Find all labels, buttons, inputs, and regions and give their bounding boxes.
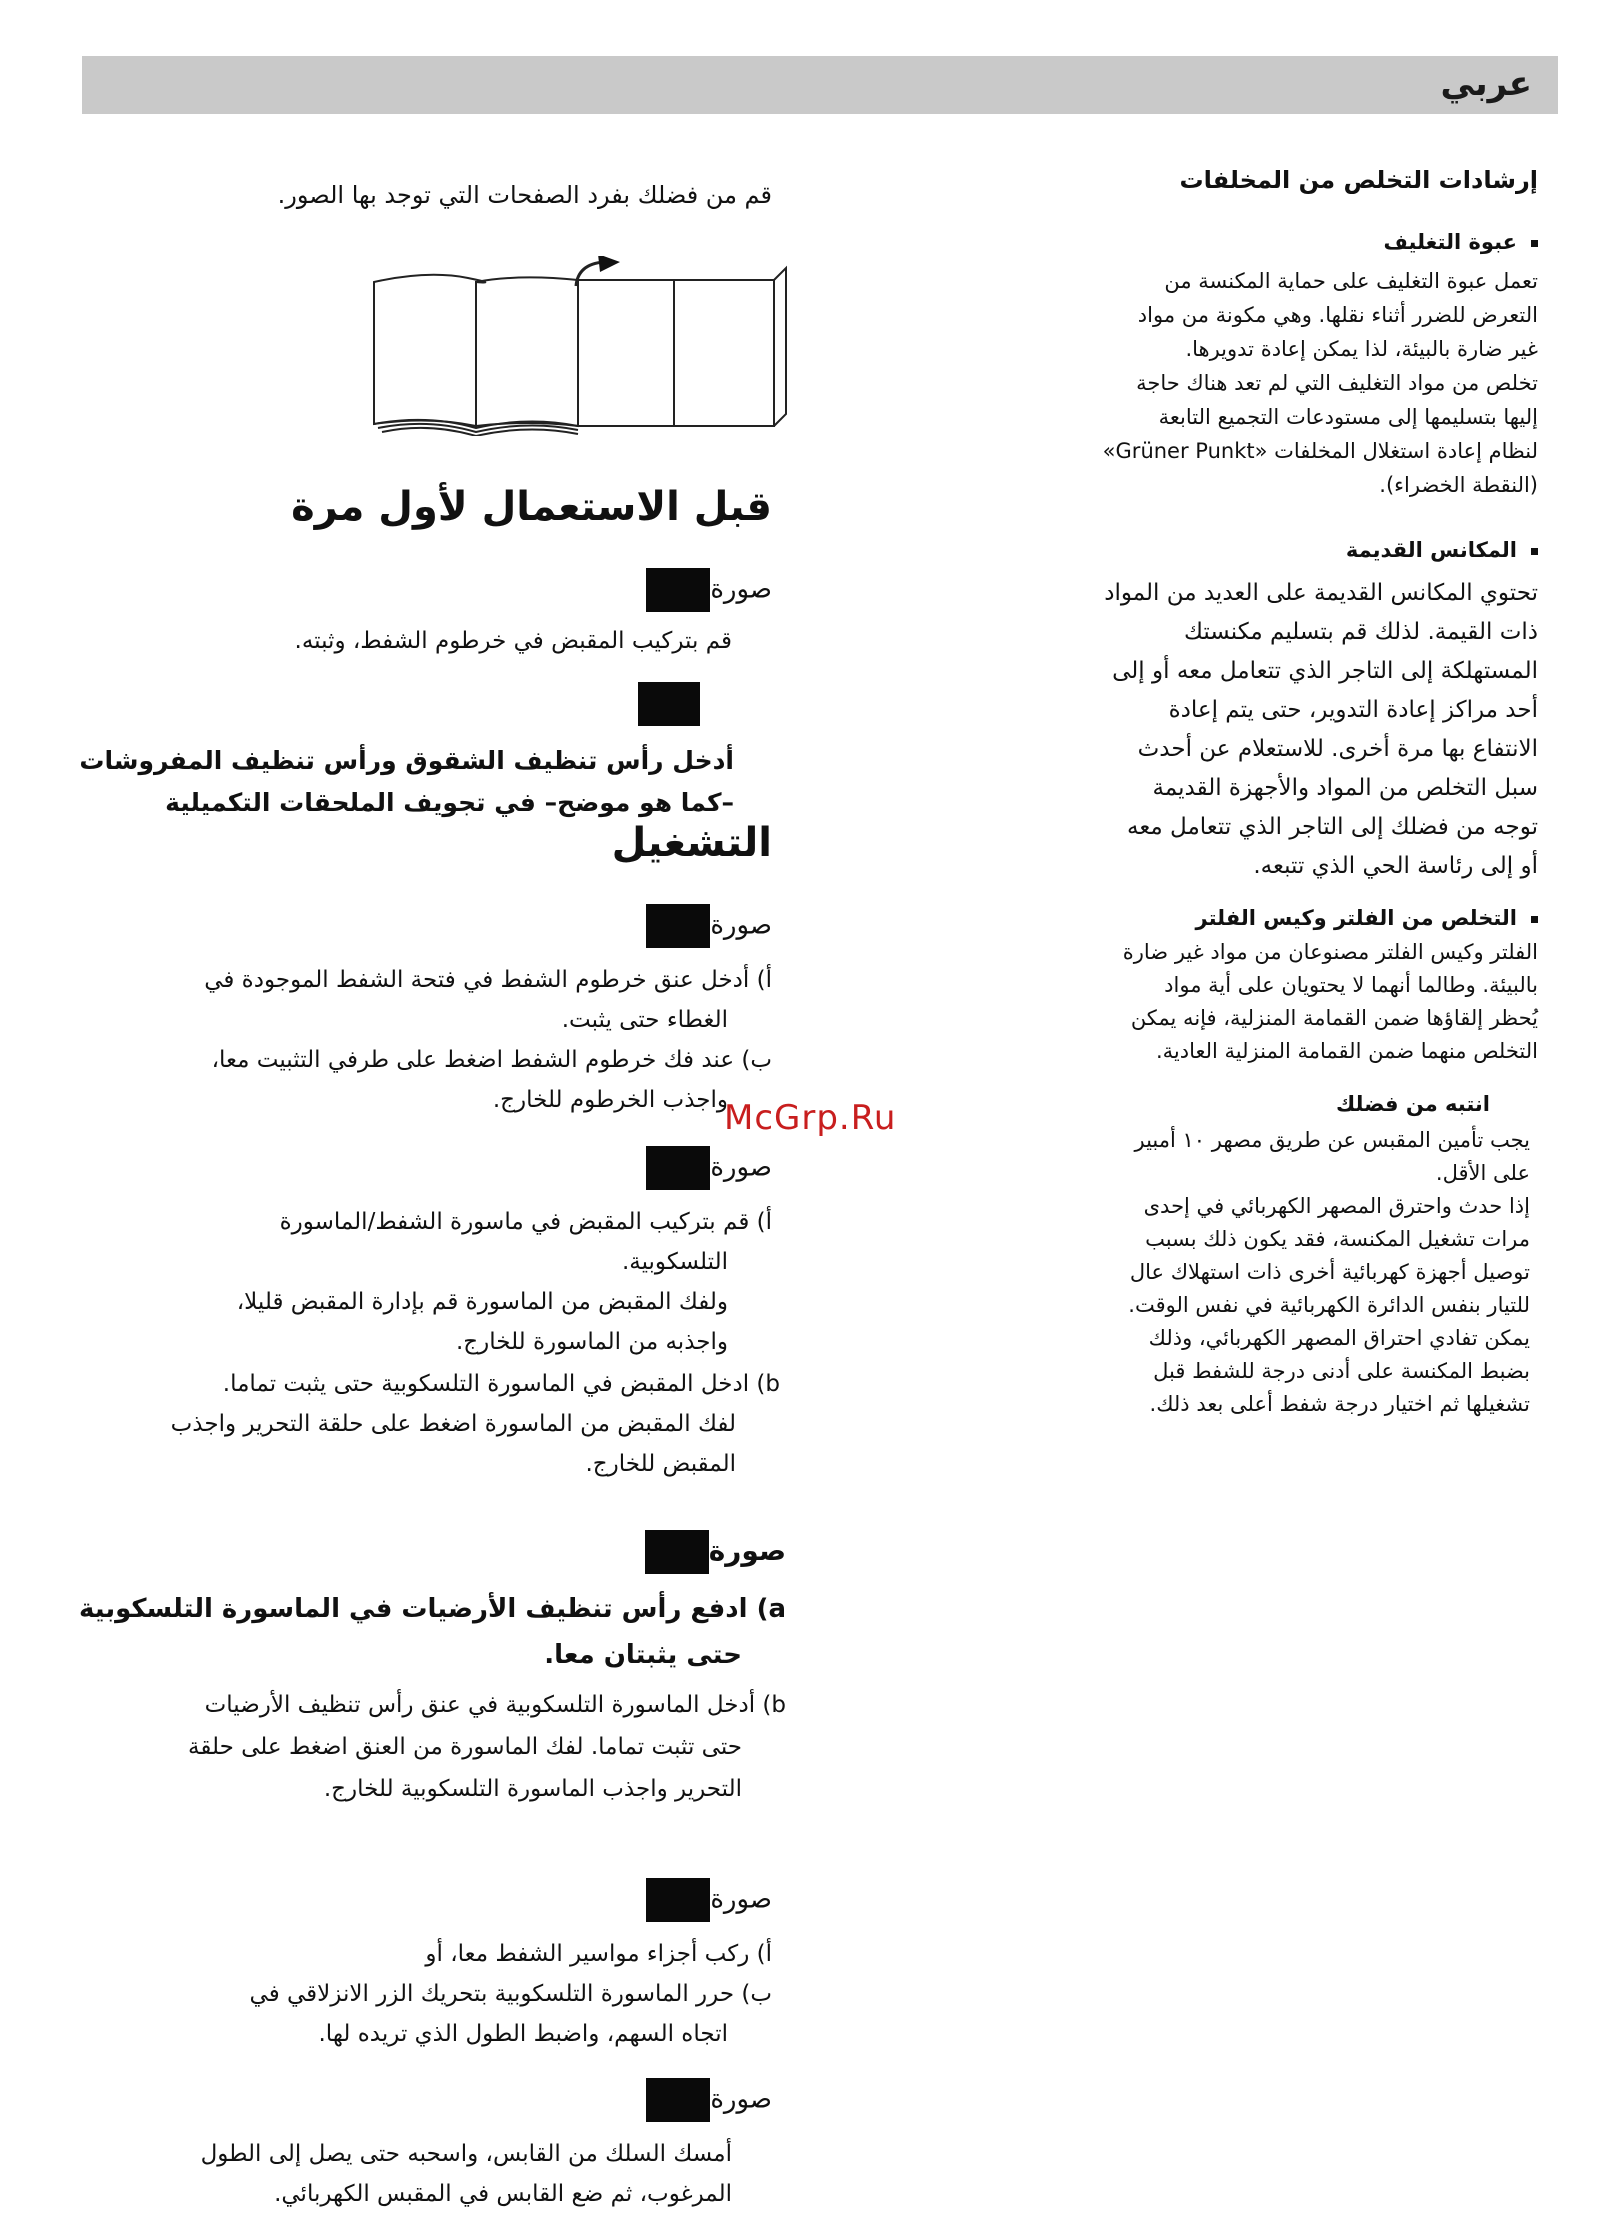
figure-label: صورة [60, 568, 772, 612]
foldout-pages-illustration [368, 256, 788, 436]
arrow-icon [598, 256, 620, 272]
figure-number-box [646, 568, 710, 612]
operation-step-tubes: أ) ركب أجزاء مواسير الشفط معا، أو ب) حرر الماسورة التلسكوبية بتحريك الزر الانزلاقي في اتجاه السهم، واضبط الطول الذي تريده لها. [249, 1941, 772, 2047]
before-first-use-heading: قبل الاستعمال لأول مرة [291, 484, 772, 530]
figure-number-box [646, 2078, 710, 2122]
figure-label: صورة [60, 1530, 786, 1574]
packaging-paragraph: تعمل عبوة التغليف على حماية المكنسة من التعرض للضرر أثناء نقلها. وهي مكونة من مواد غير ضارة بالبيئة، لذا يمكن إعادة تدويرها. تخلص من مواد التغليف التي لم تعد هناك حاجة إليها بتسليمها إلى مستودعات التجميع التابعة لنظام إعادة استغلال المخلفات «Grüner Punkt» (النقطة الخضراء). [1102, 269, 1538, 497]
language-title: عربي [1440, 64, 1532, 104]
figure-label: صورة [60, 904, 772, 948]
filter-disposal-title: التخلص من الفلتر وكيس الفلتر [990, 906, 1538, 930]
operation-step-hose: أ) أدخل عنق خرطوم الشفط في فتحة الشفط الموجودة في الغطاء حتى يثبت. ب) عند فك خرطوم الشفط اضغط على طرفي التثبيت معا، واجذب الخرطوم للخارج. [204, 967, 772, 1113]
caution-title: انتبه من فضلك [1335, 1092, 1490, 1116]
operation-step-floor-nozzle: a) ادفع رأس تنظيف الأرضيات في الماسورة التلسكوبية حتى يثبتان معا. [78, 1594, 786, 1670]
figure-label: صورة [60, 2078, 772, 2122]
unfold-pages-note: قم من فضلك بفرد الصفحات التي توجد بها الصور. [277, 181, 772, 209]
figure-label: صورة [60, 1878, 772, 1922]
step-attach-handle: قم بتركيب المقبض في خرطوم الشفط، وثبته. [294, 628, 732, 654]
bullet-icon [1531, 548, 1538, 555]
filter-disposal-paragraph: الفلتر وكيس الفلتر مصنوعان من مواد غير ضارة بالبيئة. وطالما أنهما لا يحتويان على أية مواد يُحظر إلقاؤها ضمن القمامة المنزلية، فإنه يمكن التخلص منهما ضمن القمامة المنزلية العادية. [1122, 940, 1538, 1063]
bullet-icon [1531, 916, 1538, 923]
language-header-bar [82, 56, 1558, 114]
figure-label: صورة [60, 1146, 772, 1190]
old-vacuums-title: المكانس القديمة [990, 538, 1538, 562]
figure-number-box [645, 1530, 709, 1574]
old-vacuums-paragraph: تحتوي المكانس القديمة على العديد من المواد ذات القيمة. لذلك قم بتسليم مكنستك المستهلكة إلى التاجر الذي تتعامل معه أو إلى أحد مراكز إعادة التدوير، حتى يتم إعادة الانتفاع بها مرة أخرى. للاستعلام عن أحدث سبل التخلص من المواد والأجهزة القديمة توجه من فضلك إلى التاجر الذي تتعامل معه أو إلى رئاسة الحي الذي تتبعه. [1104, 580, 1538, 879]
figure-number-box [638, 682, 700, 726]
figure-number-box [646, 1878, 710, 1922]
packaging-title: عبوة التغليف [990, 230, 1538, 254]
disposal-section-title: إرشادات التخلص من المخلفات [1179, 166, 1538, 194]
figure-number-box [646, 1146, 710, 1190]
operation-step-tube-neck: b) أدخل الماسورة التلسكوبية في عنق رأس تنظيف الأرضيات حتى تثبت تماما. لفك الماسورة من العنق اضغط على حلقة التحرير واجذب الماسورة التلسكوبية للخارج. [188, 1692, 786, 1802]
figure-number-box [646, 904, 710, 948]
operation-step-handle-telescopic: b) ادخل المقبض في الماسورة التلسكوبية حتى يثبت تماما. لفك المقبض من الماسورة اضغط على حلقة التحرير واجذب المقبض للخارج. [170, 1371, 780, 1477]
operation-step-handle-tube: أ) قم بتركيب المقبض في ماسورة الشفط/الماسورة التلسكوبية. ولفك المقبض من الماسورة قم بإدارة المقبض قليلا، واجذبه من الماسورة للخارج. [236, 1209, 772, 1355]
operation-step-power-cord: أمسك السلك من القابس، واسحبه حتى يصل إلى الطول المرغوب، ثم ضع القابس في المقبس الكهربائي. [200, 2141, 732, 2207]
caution-paragraph: يجب تأمين المقبس عن طريق مصهر ١٠ أمبير على الأقل. إذا حدث واحترق المصهر الكهربائي في إحدى مرات تشغيل المكنسة، فقد يكون ذلك بسبب توصيل أجهزة كهربائية أخرى ذات استهلاك عال للتيار بنفس الدائرة الكهربائية في نفس الوقت. يمكن تفادي احتراق المصهر الكهربائي، وذلك بضبط المكنسة على أدنى درجة للشفط قبل تشغيلها ثم اختيار درجة شفط أعلى بعد ذلك. [1128, 1128, 1530, 1416]
bullet-icon [1531, 240, 1538, 247]
step-insert-nozzles: أدخل رأس تنظيف الشقوق ورأس تنظيف المفروشات –كما هو موضح– في تجويف الملحقات التكميلية [79, 746, 734, 817]
watermark-text: McGrp.Ru [724, 1098, 897, 1138]
operation-heading: التشغيل [611, 820, 772, 866]
